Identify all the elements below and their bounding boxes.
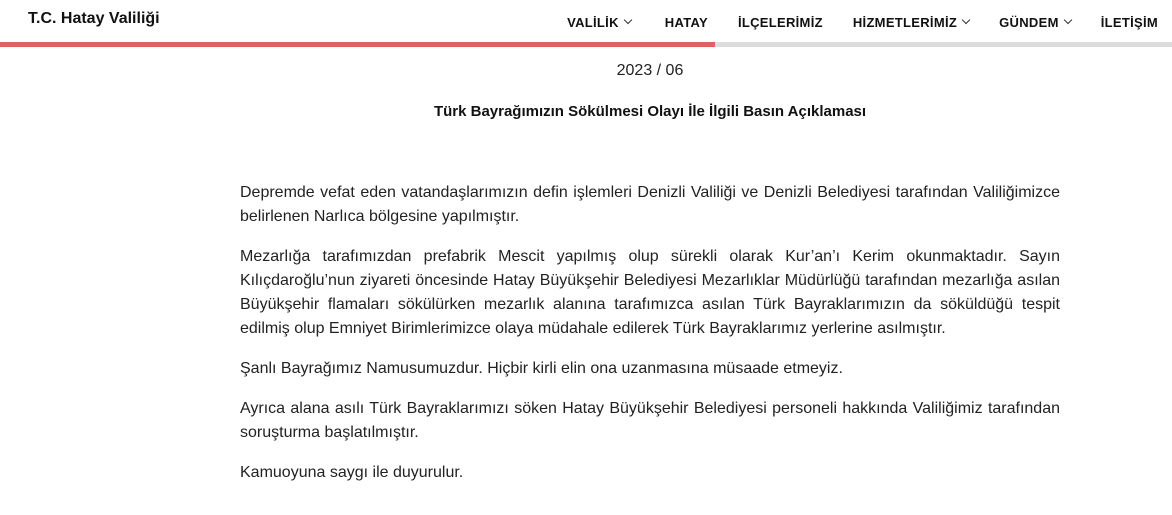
nav-item-hizmetlerimiz[interactable] xyxy=(853,13,969,30)
nav-item-label: GÜNDEM xyxy=(999,14,1059,30)
nav-item-label: HATAY xyxy=(664,14,708,30)
nav-item-hatay[interactable] xyxy=(665,13,708,30)
article-body xyxy=(240,181,1060,501)
article-paragraph: Depremde vefat eden vatandaşlarımızın defin işlemleri Denizli Valiliği ve Denizli Belediyesi tarafından Valiliğimizce belirlenen Narlıca bölgesine yapılmıştır. xyxy=(240,184,1060,225)
article-paragraph: Mezarlığa tarafımızdan prefabrik Mescit yapılmış olup sürekli olarak Kur’an’ı Kerim okunmaktadır. Sayın Kılıçdaroğlu’nun ziyareti öncesinde Hatay Büyükşehir Belediyesi Mezarlıklar Müdürlüğü tarafından mezarlığa asılan Büyükşehir flamaları sökülürken mezarlık alanına tarafımızca asılan Türk Bayraklarımızın da söküldüğü tespit edilmiş olup Emniyet Birimlerimizce olaya müdahale edilerek Türk Bayraklarımız yerlerine asılmıştır. xyxy=(240,248,1060,337)
reading-progress-bar xyxy=(0,42,1172,47)
article-paragraph: Kamuoyuna saygı ile duyurulur. xyxy=(240,464,464,481)
chevron-down-icon xyxy=(624,16,632,24)
nav-item-label: İLÇELERİMİZ xyxy=(737,14,823,30)
nav-item-ilcelerimiz[interactable] xyxy=(738,13,823,30)
site-header xyxy=(0,0,1172,42)
nav-item-label: VALİLİK xyxy=(567,14,619,30)
nav-item-label: İLETİŞİM xyxy=(1100,14,1158,30)
article-date: 2023 / 06 xyxy=(616,62,684,79)
article-title: Türk Bayrağımızın Sökülmesi Olayı İle İlgili Basın Açıklaması xyxy=(433,103,867,120)
nav-item-iletisim[interactable] xyxy=(1101,13,1158,30)
site-title-link[interactable]: T.C. Hatay Valiliği xyxy=(28,10,160,27)
chevron-down-icon xyxy=(962,16,970,24)
article-paragraph: Şanlı Bayrağımız Namusumuzdur. Hiçbir kirli elin ona uzanmasına müsaade etmeyiz. xyxy=(240,360,843,377)
chevron-down-icon xyxy=(1063,16,1071,24)
nav-item-valilik[interactable] xyxy=(567,13,631,30)
main-nav xyxy=(567,0,1172,42)
nav-item-label: HİZMETLERİMİZ xyxy=(852,14,958,30)
article-paragraph: Ayrıca alana asılı Türk Bayraklarımızı söken Hatay Büyükşehir Belediyesi personeli hakkında Valiliğimiz tarafından soruşturma başlatılmıştır. xyxy=(240,400,1060,441)
nav-item-gundem[interactable] xyxy=(999,13,1071,30)
reading-progress-fill xyxy=(0,42,715,47)
